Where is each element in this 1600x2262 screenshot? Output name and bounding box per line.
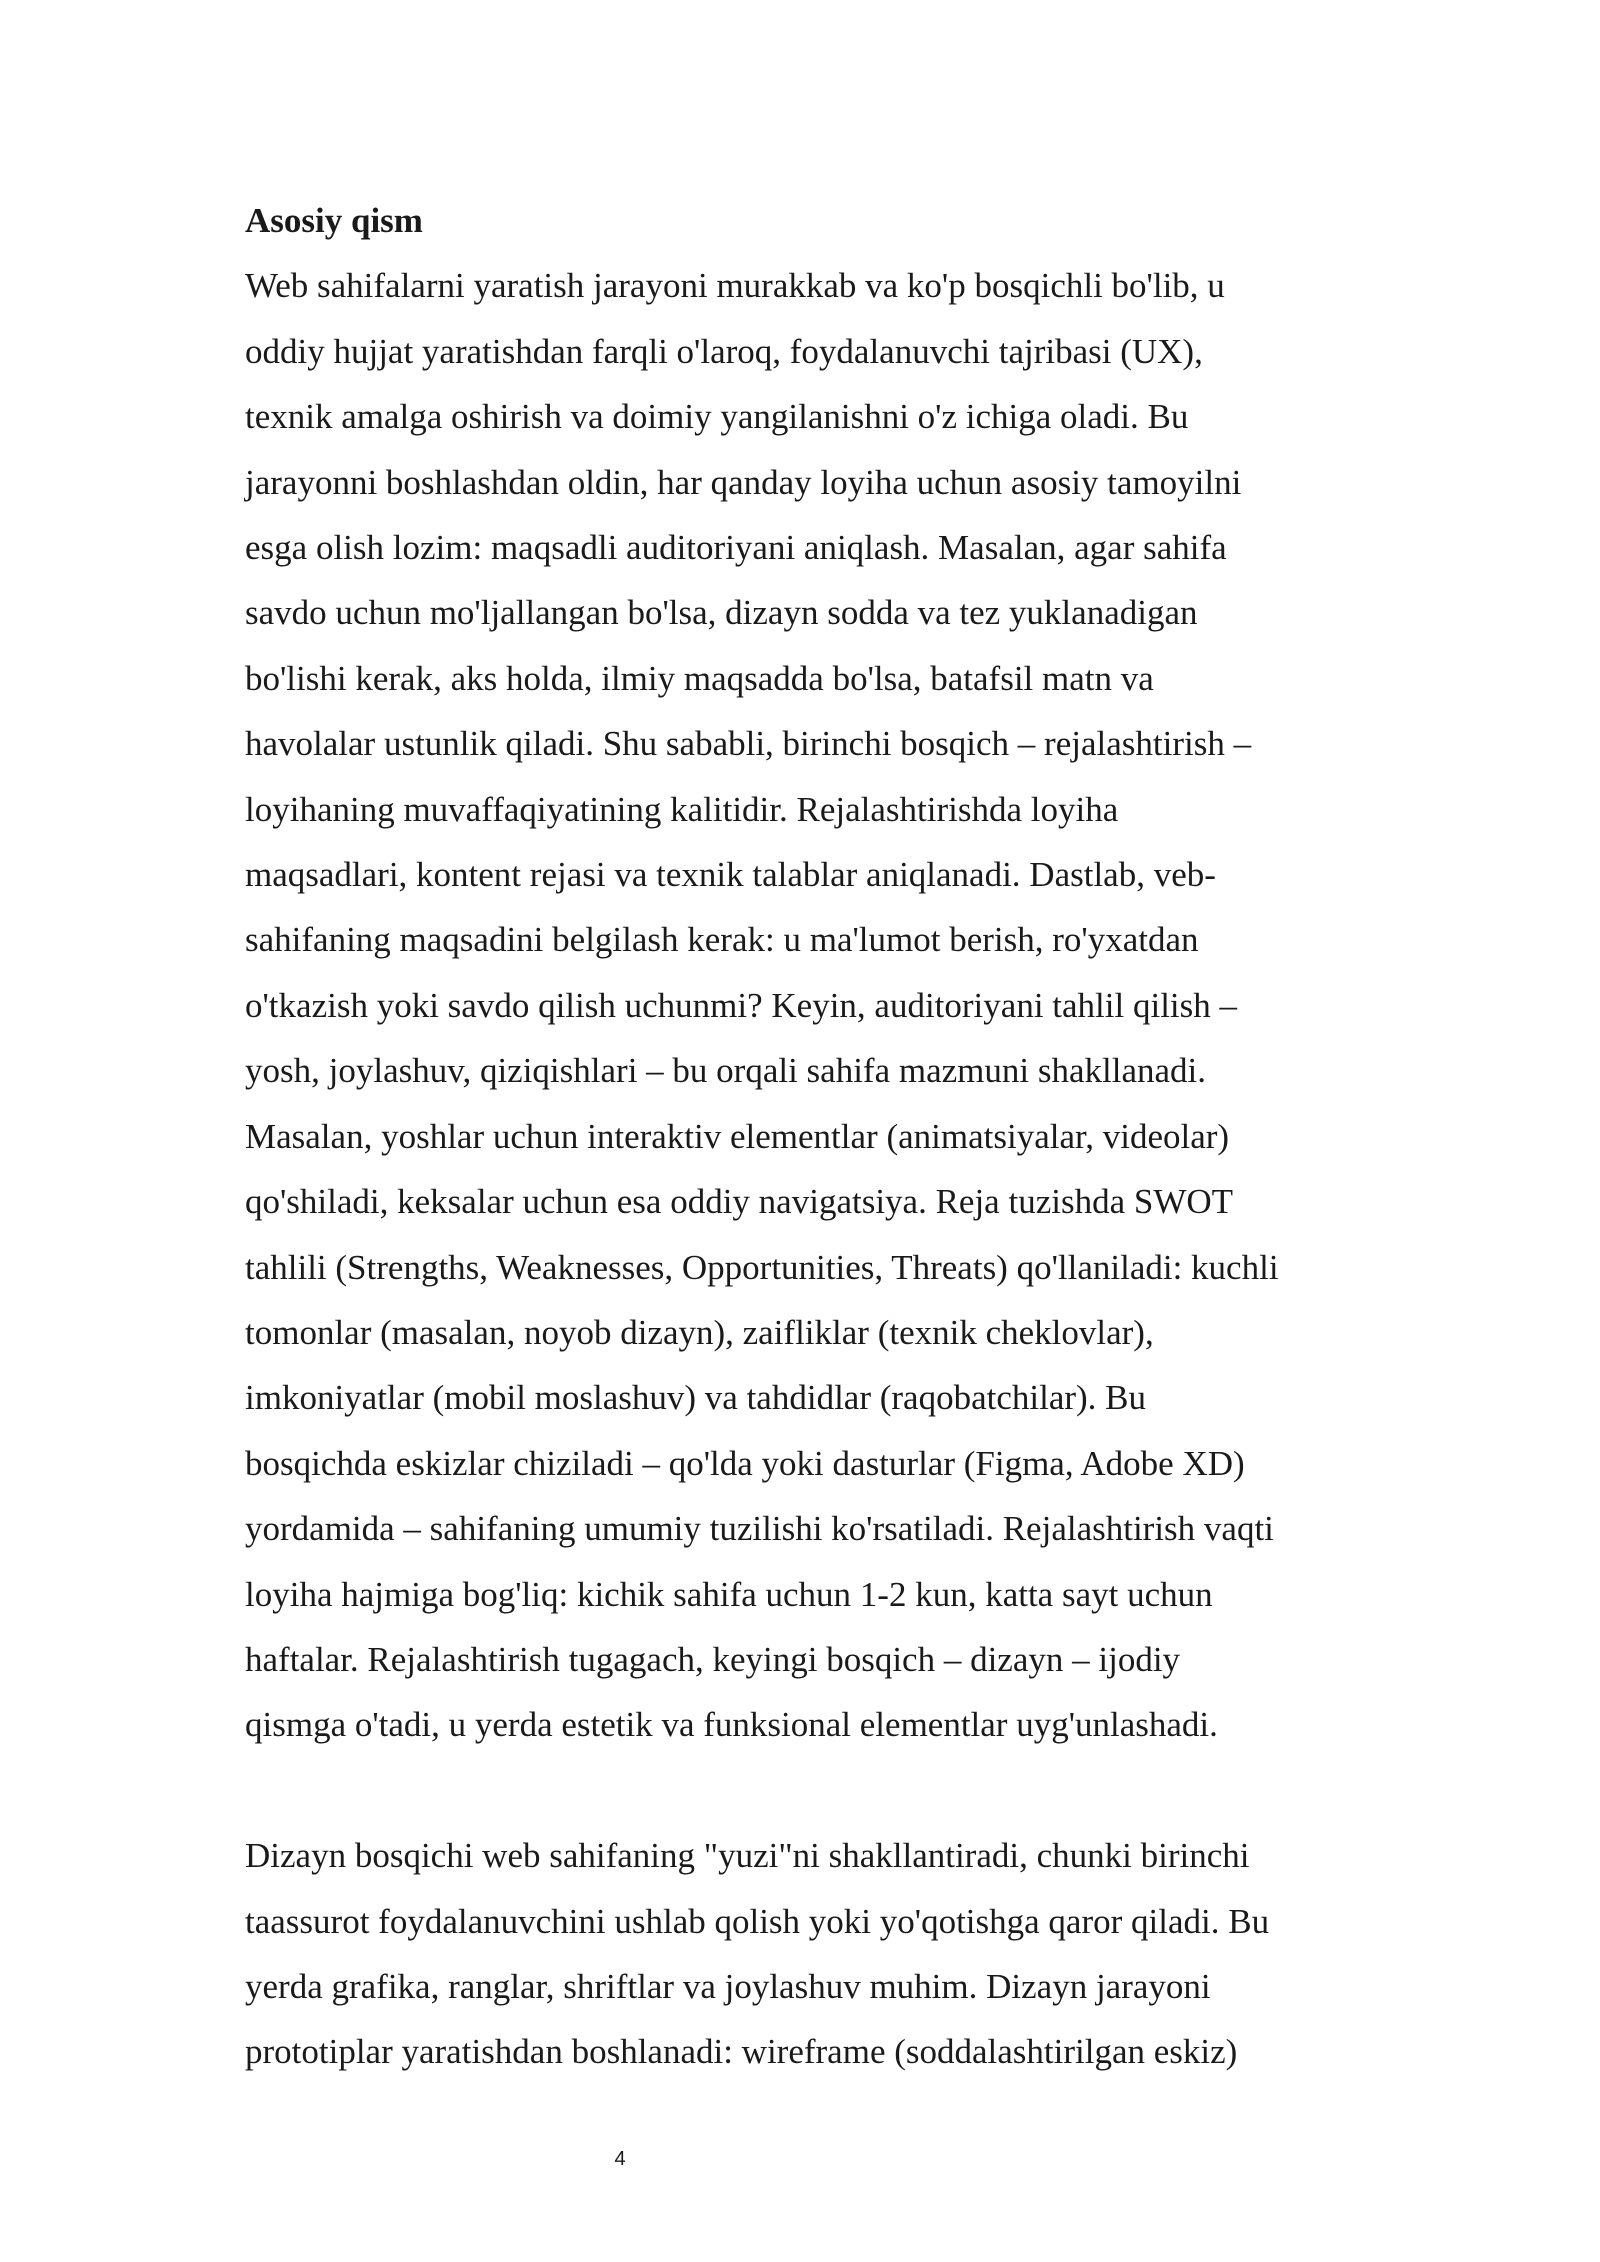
- paragraph-line: texnik amalga oshirish va doimiy yangilanishni o'z ichiga oladi. Bu: [245, 397, 1189, 437]
- paragraph-line: haftalar. Rejalashtirish tugagach, keyingi bosqich – dizayn – ijodiy: [245, 1639, 1181, 1679]
- paragraph-line: tomonlar (masalan, noyob dizayn), zaifliklar (texnik cheklovlar),: [245, 1312, 1154, 1352]
- paragraph-line: bo'lishi kerak, aks holda, ilmiy maqsadda bo'lsa, batafsil matn va: [245, 658, 1154, 698]
- paragraph-line: o'tkazish yoki savdo qilish uchunmi? Keyin, auditoriyani tahlil qilish –: [245, 985, 1238, 1025]
- paragraph-line: prototiplar yaratishdan boshlanadi: wireframe (soddalashtirilgan eskiz): [245, 2032, 1238, 2072]
- paragraph-1: [245, 253, 1375, 1757]
- page-body: [245, 188, 1375, 2085]
- paragraph-line: bosqichda eskizlar chiziladi – qo'lda yoki dasturlar (Figma, Adobe XD): [245, 1443, 1245, 1483]
- paragraph-line: yosh, joylashuv, qiziqishlari – bu orqali sahifa mazmuni shakllanadi.: [245, 1051, 1207, 1091]
- paragraph-line: esga olish lozim: maqsadli auditoriyani aniqlash. Masalan, agar sahifa: [245, 528, 1227, 568]
- paragraph-line: sahifaning maqsadini belgilash kerak: u ma'lumot berish, ro'yxatdan: [245, 920, 1199, 960]
- paragraph-line: tahlili (Strengths, Weaknesses, Opportunities, Threats) qo'llaniladi: kuchli: [245, 1247, 1279, 1287]
- paragraph-line: Dizayn bosqichi web sahifaning "yuzi"ni shakllantiradi, chunki birinchi: [245, 1836, 1250, 1876]
- paragraph-line: Masalan, yoshlar uchun interaktiv elementlar (animatsiyalar, videolar): [245, 1116, 1230, 1156]
- paragraph-line: qo'shiladi, keksalar uchun esa oddiy navigatsiya. Reja tuzishda SWOT: [245, 1182, 1234, 1222]
- paragraph-2: [245, 1823, 1375, 2085]
- paragraph-line: loyiha hajmiga bog'liq: kichik sahifa uchun 1-2 kun, katta sayt uchun: [245, 1574, 1213, 1614]
- paragraph-line: taassurot foydalanuvchini ushlab qolish yoki yo'qotishga qaror qiladi. Bu: [245, 1901, 1270, 1941]
- paragraph-line: yordamida – sahifaning umumiy tuzilishi ko'rsatiladi. Rejalashtirish vaqti: [245, 1509, 1274, 1549]
- paragraph-line: oddiy hujjat yaratishdan farqli o'laroq, foydalanuvchi tajribasi (UX),: [245, 331, 1203, 371]
- paragraph-line: havolalar ustunlik qiladi. Shu sababli, birinchi bosqich – rejalashtirish –: [245, 724, 1252, 764]
- paragraph-line: maqsadlari, kontent rejasi va texnik talablar aniqlanadi. Dastlab, veb-: [245, 855, 1216, 895]
- paragraph-line: imkoniyatlar (mobil moslashuv) va tahdidlar (raqobatchilar). Bu: [245, 1378, 1147, 1418]
- paragraph-line: jarayonni boshlashdan oldin, har qanday loyiha uchun asosiy tamoyilni: [245, 462, 1242, 502]
- page-number: 4: [614, 2148, 626, 2170]
- paragraph-line: Web sahifalarni yaratish jarayoni murakkab va ko'p bosqichli bo'lib, u: [245, 266, 1225, 306]
- paragraph-line: yerda grafika, ranglar, shriftlar va joylashuv muhim. Dizayn jarayoni: [245, 1966, 1211, 2006]
- paragraph-line: savdo uchun mo'ljallangan bo'lsa, dizayn sodda va tez yuklanadigan: [245, 593, 1198, 633]
- paragraph-spacer: [245, 1758, 1375, 1823]
- section-heading: Asosiy qism: [245, 201, 423, 240]
- paragraph-line: qismga o'tadi, u yerda estetik va funksional elementlar uyg'unlashadi.: [245, 1705, 1218, 1745]
- paragraph-line: loyihaning muvaffaqiyatining kalitidir. Rejalashtirishda loyiha: [245, 789, 1119, 829]
